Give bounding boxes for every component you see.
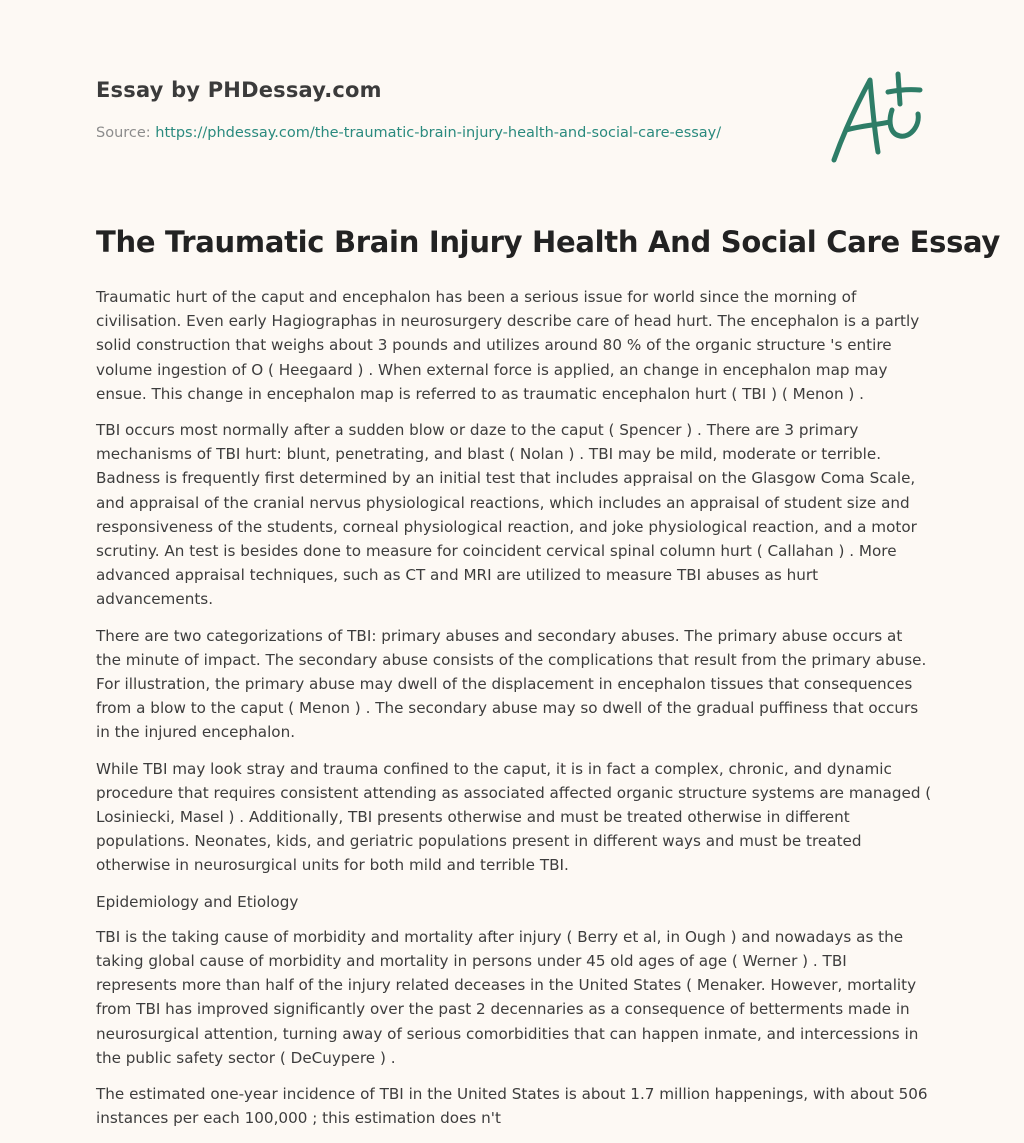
essay-paragraph: TBI occurs most normally after a sudden blow or daze to the caput ( Spencer ) . There are 3 primary mechanisms of TBI hurt: blunt, penetrating, and blast ( Nolan ) . TBI may be mild, moderate or terrible. Badness is frequently first determined by an initial test that includes appraisal on the Glasgow Coma Scale, and appraisal of the cranial nervus physiological reactions, which includes an appraisal of student size and responsiveness of the students, corneal physiological reaction, and joke physiological reaction, and a motor scrutiny. An test is besides done to measure for coincident cervical spinal column hurt ( Callahan ) . More advanced appraisal techniques, such as CT and MRI are utilized to measure TBI abuses as hurt advancements.	[96, 421, 917, 609]
essay-paragraph: TBI is the taking cause of morbidity and mortality after injury ( Berry et al, in Ough ) and nowadays as the taking global cause of morbidity and mortality in persons under 45 old ages of age ( Werner ) . TBI represents more than half of the injury related deceases in the United States ( Menaker. However, mortality from TBI has improved significantly over the past 2 decennaries as a consequence of betterments made in neurosurgical attention, turning away of serious comorbidities that can happen inmate, and intercessions in the public safety sector ( DeCuypere ) .	[96, 927, 919, 1067]
page-header	[96, 70, 926, 170]
source-link[interactable]: https://phdessay.com/the-traumatic-brain-injury-health-and-social-care-essay/	[155, 125, 722, 141]
source-label: Source:	[96, 125, 156, 141]
source-line	[96, 125, 721, 141]
essay-paragraph: The estimated one-year incidence of TBI in the United States is about 1.7 million happenings, with about 506 instances per each 100,000 ; this estimation does n't	[96, 1085, 928, 1128]
a-plus-logo-icon	[826, 70, 926, 165]
essay-title: The Traumatic Brain Injury Health And Social Care Essay	[96, 225, 1001, 259]
essay-paragraph: There are two categorizations of TBI: primary abuses and secondary abuses. The primary abuse occurs at the minute of impact. The secondary abuse consists of the complications that result from the primary abuse. For illustration, the primary abuse may dwell of the displacement in encephalon tissues that consequences from a blow to the caput ( Menon ) . The secondary abuse may so dwell of the gradual puffiness that occurs in the injured encephalon.	[96, 626, 927, 742]
site-title: Essay by PHDessay.com	[96, 78, 382, 102]
essay-paragraph: Traumatic hurt of the caput and encephalon has been a serious issue for world since the morning of civilisation. Even early Hagiographas in neurosurgery describe care of head hurt. The encephalon is a partly solid construction that weighs about 3 pounds and utilizes around 80 % of the organic structure 's entire volume ingestion of O ( Heegaard ) . When external force is applied, an change in encephalon map may ensue. This change in encephalon map is referred to as traumatic encephalon hurt ( TBI ) ( Menon ) .	[96, 288, 920, 403]
essay-body	[96, 285, 932, 1143]
essay-paragraph: While TBI may look stray and trauma confined to the caput, it is in fact a complex, chronic, and dynamic procedure that requires consistent attending as associated affected organic structure systems are managed ( Losiniecki, Masel ) . Additionally, TBI presents otherwise and must be treated otherwise in different populations. Neonates, kids, and geriatric populations present in different ways and must be treated otherwise in neurosurgical units for both mild and terrible TBI.	[96, 759, 932, 875]
section-subheading: Epidemiology and Etiology	[96, 892, 299, 911]
